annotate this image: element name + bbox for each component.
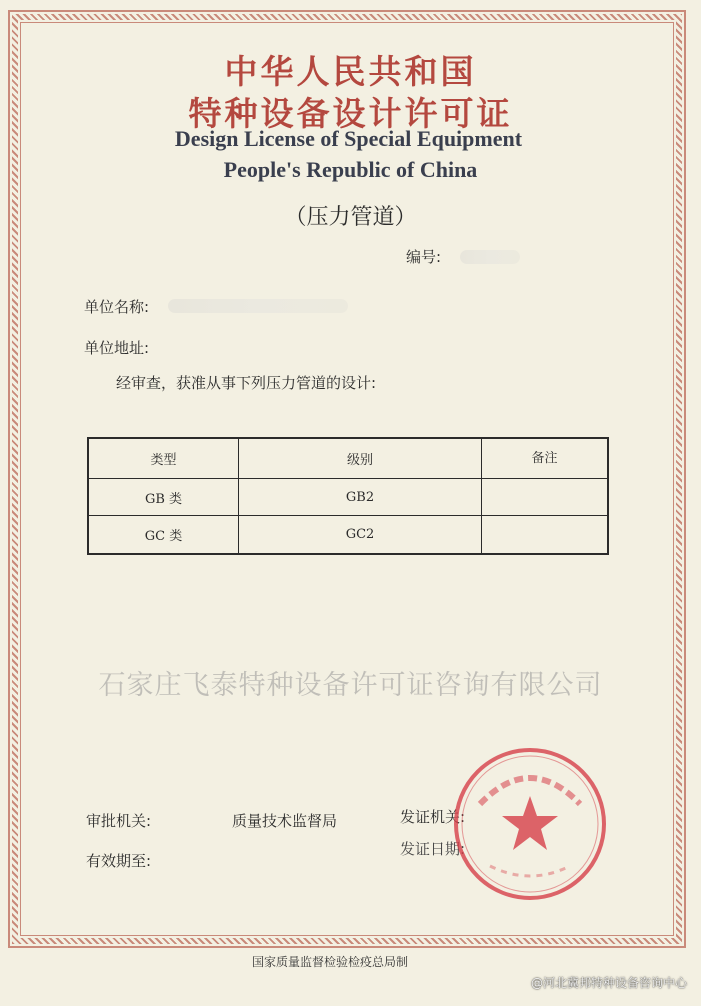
valid-until-label: 有效期至: <box>86 852 152 870</box>
issuing-authority-label: 发证机关: <box>400 808 466 826</box>
scope-table <box>87 437 609 555</box>
unit-name-redacted <box>168 299 348 313</box>
unit-name-label: 单位名称: <box>84 298 150 316</box>
table-cell-level: GB2 <box>239 479 482 516</box>
official-seal-icon <box>450 744 610 904</box>
serial-label: 编号: <box>406 248 442 266</box>
image-credit: @河北冀邦特种设备咨询中心 <box>530 976 687 990</box>
table-cell-type: GC 类 <box>89 516 239 553</box>
table-header-note: 备注 <box>482 439 607 479</box>
serial-redacted <box>460 250 520 264</box>
table-header-level: 级别 <box>239 439 482 479</box>
footer-issuer: 国家质量监督检验检疫总局制 <box>252 955 409 969</box>
title-en-line2: People's Republic of China <box>223 157 478 182</box>
approval-authority-value: 质量技术监督局 <box>232 812 338 830</box>
approval-authority-label: 审批机关: <box>86 812 152 830</box>
table-cell-type: GB 类 <box>89 479 239 516</box>
title-cn-line1: 中华人民共和国 <box>224 52 477 91</box>
title-en-line1: Design License of Special Equipment <box>174 126 523 151</box>
approval-text: 经审查，获准从事下列压力管道的设计: <box>116 374 377 392</box>
watermark-text: 石家庄飞泰特种设备许可证咨询有限公司 <box>98 670 603 701</box>
category-label: （压力管道） <box>284 205 417 230</box>
table-cell-note <box>482 516 607 553</box>
table-cell-note <box>482 479 607 516</box>
title-cn-line2: 特种设备设计许可证 <box>188 94 513 133</box>
table-cell-level: GC2 <box>239 516 482 553</box>
unit-address-label: 单位地址: <box>84 339 150 357</box>
issue-date-label: 发证日期: <box>400 840 466 858</box>
table-header-type: 类型 <box>89 439 239 479</box>
